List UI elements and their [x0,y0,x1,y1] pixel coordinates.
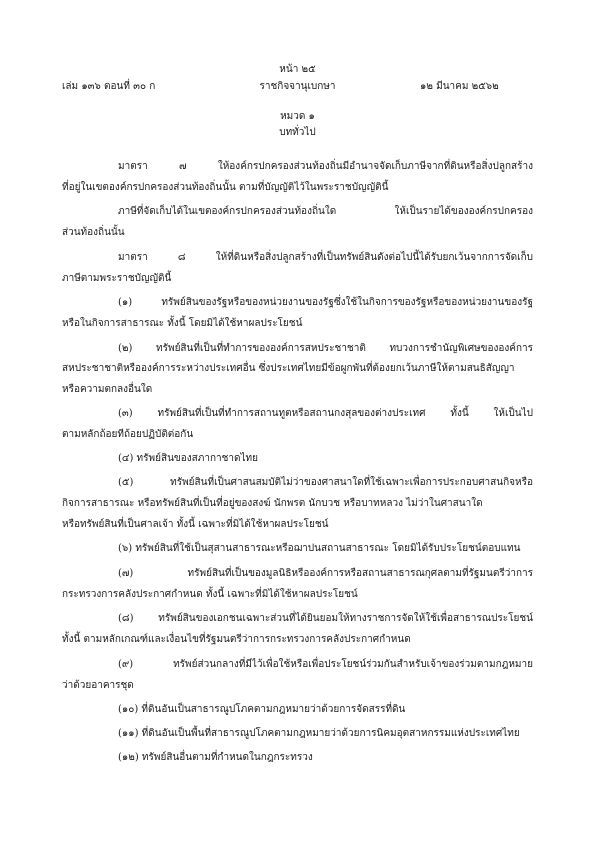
item-2-line-3: หรือความตกลงอื่นใด [62,384,153,395]
page-number: หน้า ๒๕ [279,64,316,75]
item-8-line-2: ทั้งนี้ ตามหลักเกณฑ์และเงื่อนไขที่รัฐมนตรีว่าการกระทรวงการคลังประกาศกำหนด [62,634,411,645]
item-7-line-1: (๗) ทรัพย์สินที่เป็นของมูลนิธิหรือองค์การหรือสถานสาธารณกุศลตามที่รัฐมนตรีว่าการ [118,568,533,579]
item-9-line-2: ว่าด้วยอาคารชุด [62,680,134,691]
item-9-line-1: (๙) ทรัพย์ส่วนกลางที่มีไว้เพื่อใช้หรือเพื่อประโยชน์ร่วมกันสำหรับเจ้าของร่วมตามกฎหมาย [118,659,533,670]
section-7-para-2-line-1: ภาษีที่จัดเก็บได้ในเขตองค์กรปกครองส่วนท้องถิ่นใด ให้เป็นรายได้ขององค์กรปกครอง [118,206,533,217]
item-1-line-2: หรือในกิจการสาธารณะ ทั้งนี้ โดยมิได้ใช้หาผลประโยชน์ [62,318,303,329]
section-7-line-2: ที่อยู่ในเขตองค์กรปกครองส่วนท้องถิ่นนั้น ตามที่บัญญัติไว้ในพระราชบัญญัตินี้ [62,182,389,193]
chapter-title: บททั่วไป [279,127,316,138]
item-8-line-1: (๘) ทรัพย์สินของเอกชนเฉพาะส่วนที่ได้ยินยอมให้ทางราชการจัดให้ใช้เพื่อสาธารณประโยชน์ [118,613,533,624]
item-12: (๑๒) ทรัพย์สินอื่นตามที่กำหนดในกฎกระทรวง [118,752,313,763]
item-3-line-2: ตามหลักถ้อยทีถ้อยปฏิบัติต่อกัน [62,429,194,440]
publication-date: ๑๒ มีนาคม ๒๕๖๒ [420,81,499,92]
item-5-line-2: กิจการสาธารณะ หรือทรัพย์สินที่เป็นที่อยู่ของสงฆ์ นักพรต นักบวช หรือบาทหลวง ไม่ว่าในศาสนาใด [62,498,483,509]
item-2-line-2: สหประชาชาติหรือองค์การระหว่างประเทศอื่น ซึ่งประเทศไทยมีข้อผูกพันที่ต้องยกเว้นภาษีให้ตามสนธิสัญญา [62,363,515,374]
item-10: (๑๐) ที่ดินอันเป็นสาธารณูปโภคตามกฎหมายว่าด้วยการจัดสรรที่ดิน [118,704,406,715]
item-2-line-1: (๒) ทรัพย์สินที่เป็นที่ทำการขององค์การสหประชาชาติ ทบวงการชำนัญพิเศษขององค์การ [118,343,533,354]
item-6: (๖) ทรัพย์สินที่ใช้เป็นสุสานสาธารณะหรือฌาปนสถานสาธารณะ โดยมิได้รับประโยชน์ตอบแทน [118,543,521,554]
item-4: (๔) ทรัพย์สินของสภากาชาดไทย [118,453,258,464]
item-5-line-1: (๕) ทรัพย์สินที่เป็นศาสนสมบัติไม่ว่าของศาสนาใดที่ใช้เฉพาะเพื่อการประกอบศาสนกิจหรือ [118,477,533,488]
section-7-line-1: มาตรา ๗ ให้องค์กรปกครองส่วนท้องถิ่นมีอำนาจจัดเก็บภาษีจากที่ดินหรือสิ่งปลูกสร้าง [118,161,533,172]
chapter-number: หมวด ๑ [280,111,315,122]
section-7-para-2-line-2: ส่วนท้องถิ่นนั้น [62,227,125,238]
item-7-line-2: กระทรวงการคลังประกาศกำหนด ทั้งนี้ เฉพาะที่มิได้ใช้หาผลประโยชน์ [62,589,358,600]
item-11: (๑๑) ที่ดินอันเป็นพื้นที่สาธารณูปโภคตามกฎหมายว่าด้วยการนิคมอุตสาหกรรมแห่งประเทศไทย [118,728,520,739]
section-8-line-2: ภาษีตามพระราชบัญญัตินี้ [62,273,172,284]
item-5-line-3: หรือทรัพย์สินที่เป็นศาลเจ้า ทั้งนี้ เฉพาะที่มิได้ใช้หาผลประโยชน์ [62,519,329,530]
section-8-line-1: มาตรา ๘ ให้ที่ดินหรือสิ่งปลูกสร้างที่เป็นทรัพย์สินดังต่อไปนี้ได้รับยกเว้นจากการจัดเก็บ [118,252,533,263]
item-3-line-1: (๓) ทรัพย์สินที่เป็นที่ทำการสถานทูตหรือสถานกงสุลของต่างประเทศ ทั้งนี้ ให้เป็นไป [118,408,533,419]
item-1-line-1: (๑) ทรัพย์สินของรัฐหรือของหน่วยงานของรัฐซึ่งใช้ในกิจการของรัฐหรือของหน่วยงานของรัฐ [118,297,533,308]
gazette-name: ราชกิจจานุเบกษา [259,81,336,92]
volume-info: เล่ม ๑๓๖ ตอนที่ ๓๐ ก [62,81,156,92]
